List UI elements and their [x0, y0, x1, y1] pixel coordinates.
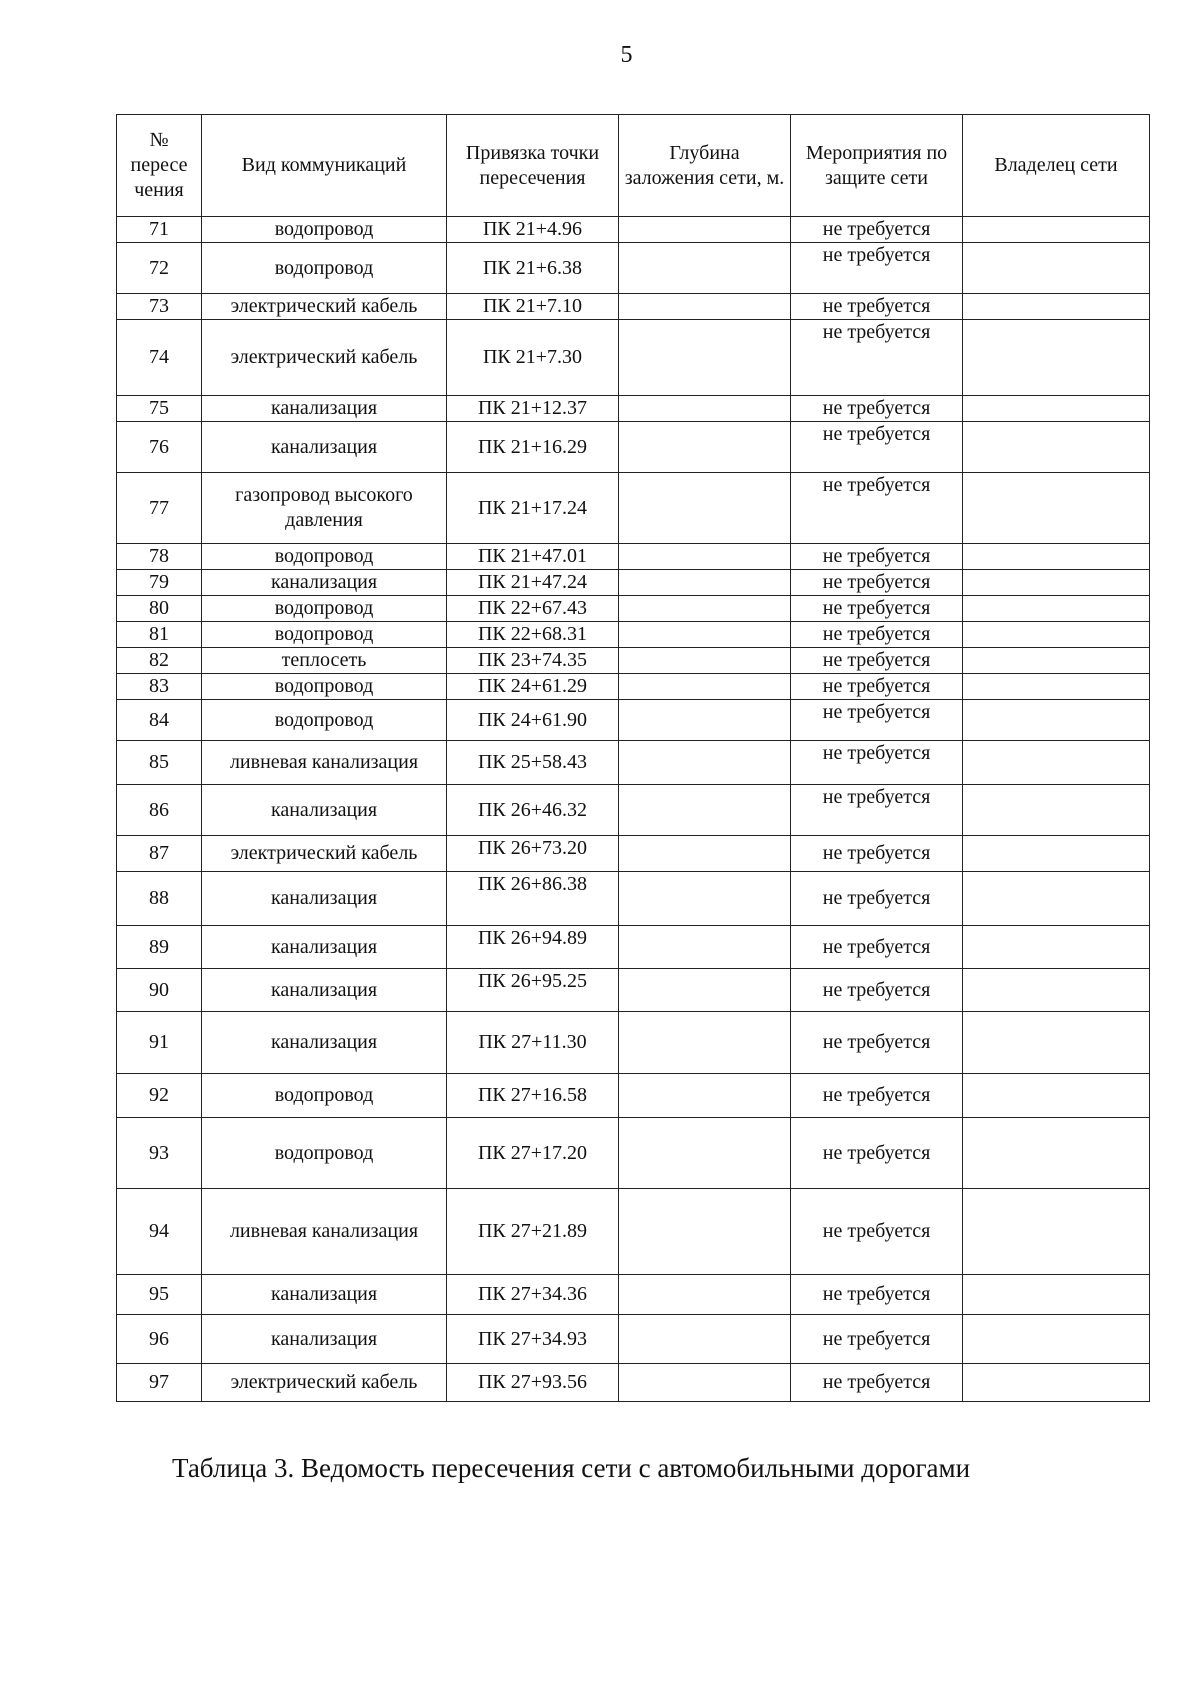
protection-measures-cell: не требуется — [791, 622, 963, 648]
depth-cell — [619, 1275, 791, 1315]
table-row — [117, 969, 1150, 1012]
depth-cell — [619, 544, 791, 570]
page-number: 5 — [620, 42, 633, 68]
network-owner-cell — [963, 396, 1150, 422]
intersection-point-cell: ПК 21+7.30 — [447, 320, 619, 396]
header-intersection-point: Привязка точки пересечения — [447, 115, 619, 217]
table-row — [117, 785, 1150, 836]
protection-measures-cell: не требуется — [791, 217, 963, 243]
row-number-cell: 94 — [117, 1189, 202, 1275]
table-header — [117, 115, 1150, 217]
table-row — [117, 544, 1150, 570]
header-depth: Глубина заложения сети, м. — [619, 115, 791, 217]
table-row — [117, 422, 1150, 473]
network-owner-cell — [963, 700, 1150, 741]
depth-cell — [619, 473, 791, 544]
header-communication-type: Вид коммуникаций — [202, 115, 447, 217]
network-owner-cell — [963, 1275, 1150, 1315]
intersection-point-cell: ПК 22+67.43 — [447, 596, 619, 622]
table-row — [117, 622, 1150, 648]
protection-measures-cell: не требуется — [791, 294, 963, 320]
communication-type-cell: водопровод — [202, 544, 447, 570]
row-number-cell: 79 — [117, 570, 202, 596]
depth-cell — [619, 741, 791, 785]
protection-measures-cell: не требуется — [791, 473, 963, 544]
protection-measures-cell: не требуется — [791, 648, 963, 674]
row-number-cell: 86 — [117, 785, 202, 836]
protection-measures-cell: не требуется — [791, 1118, 963, 1189]
intersection-point-cell: ПК 26+73.20 — [447, 836, 619, 872]
network-owner-cell — [963, 473, 1150, 544]
communication-type-cell: водопровод — [202, 596, 447, 622]
table-header-row — [117, 115, 1150, 217]
table-row — [117, 1189, 1150, 1275]
protection-measures-cell: не требуется — [791, 785, 963, 836]
depth-cell — [619, 700, 791, 741]
row-number-cell: 80 — [117, 596, 202, 622]
table-row — [117, 674, 1150, 700]
depth-cell — [619, 1315, 791, 1364]
table-row — [117, 570, 1150, 596]
row-number-cell: 87 — [117, 836, 202, 872]
network-owner-cell — [963, 836, 1150, 872]
network-owner-cell — [963, 243, 1150, 294]
depth-cell — [619, 294, 791, 320]
protection-measures-cell: не требуется — [791, 570, 963, 596]
communication-type-cell: электрический кабель — [202, 320, 447, 396]
table-row — [117, 1364, 1150, 1402]
row-number-cell: 76 — [117, 422, 202, 473]
communication-type-cell: канализация — [202, 1275, 447, 1315]
intersections-table-container — [116, 114, 1149, 1402]
communication-type-cell: электрический кабель — [202, 836, 447, 872]
intersection-point-cell: ПК 23+74.35 — [447, 648, 619, 674]
communication-type-cell: канализация — [202, 785, 447, 836]
protection-measures-cell: не требуется — [791, 243, 963, 294]
network-owner-cell — [963, 1315, 1150, 1364]
header-network-owner: Владелец сети — [963, 115, 1150, 217]
depth-cell — [619, 622, 791, 648]
table-row — [117, 700, 1150, 741]
protection-measures-cell: не требуется — [791, 872, 963, 926]
depth-cell — [619, 1012, 791, 1074]
table-row — [117, 872, 1150, 926]
protection-measures-cell: не требуется — [791, 836, 963, 872]
row-number-cell: 82 — [117, 648, 202, 674]
communication-type-cell: электрический кабель — [202, 1364, 447, 1402]
protection-measures-cell: не требуется — [791, 596, 963, 622]
communication-type-cell: водопровод — [202, 217, 447, 243]
intersection-point-cell: ПК 21+4.96 — [447, 217, 619, 243]
row-number-cell: 84 — [117, 700, 202, 741]
table-row — [117, 396, 1150, 422]
row-number-cell: 83 — [117, 674, 202, 700]
depth-cell — [619, 570, 791, 596]
protection-measures-cell: не требуется — [791, 320, 963, 396]
communication-type-cell: водопровод — [202, 622, 447, 648]
row-number-cell: 77 — [117, 473, 202, 544]
protection-measures-cell: не требуется — [791, 1315, 963, 1364]
depth-cell — [619, 217, 791, 243]
depth-cell — [619, 836, 791, 872]
depth-cell — [619, 243, 791, 294]
intersections-table — [116, 114, 1150, 1402]
protection-measures-cell: не требуется — [791, 674, 963, 700]
network-owner-cell — [963, 622, 1150, 648]
depth-cell — [619, 785, 791, 836]
table-row — [117, 926, 1150, 969]
intersection-point-cell: ПК 21+12.37 — [447, 396, 619, 422]
table-row — [117, 1275, 1150, 1315]
intersection-point-cell: ПК 26+46.32 — [447, 785, 619, 836]
communication-type-cell: теплосеть — [202, 648, 447, 674]
table-row — [117, 1074, 1150, 1118]
table-body — [117, 217, 1150, 1402]
table-row — [117, 836, 1150, 872]
table-row — [117, 596, 1150, 622]
communication-type-cell: канализация — [202, 396, 447, 422]
header-protection-measures: Мероприятия по защите сети — [791, 115, 963, 217]
row-number-cell: 93 — [117, 1118, 202, 1189]
depth-cell — [619, 1074, 791, 1118]
depth-cell — [619, 422, 791, 473]
communication-type-cell: водопровод — [202, 674, 447, 700]
network-owner-cell — [963, 1364, 1150, 1402]
network-owner-cell — [963, 648, 1150, 674]
depth-cell — [619, 674, 791, 700]
table-row — [117, 473, 1150, 544]
depth-cell — [619, 1189, 791, 1275]
protection-measures-cell: не требуется — [791, 544, 963, 570]
table-row — [117, 243, 1150, 294]
table-row — [117, 1012, 1150, 1074]
communication-type-cell: канализация — [202, 570, 447, 596]
intersection-point-cell: ПК 21+7.10 — [447, 294, 619, 320]
table-row — [117, 648, 1150, 674]
network-owner-cell — [963, 570, 1150, 596]
intersection-point-cell: ПК 24+61.29 — [447, 674, 619, 700]
intersection-point-cell: ПК 21+17.24 — [447, 473, 619, 544]
intersection-point-cell: ПК 27+21.89 — [447, 1189, 619, 1275]
protection-measures-cell: не требуется — [791, 741, 963, 785]
communication-type-cell: канализация — [202, 926, 447, 969]
intersection-point-cell: ПК 26+94.89 — [447, 926, 619, 969]
communication-type-cell: ливневая канализация — [202, 741, 447, 785]
depth-cell — [619, 596, 791, 622]
row-number-cell: 89 — [117, 926, 202, 969]
network-owner-cell — [963, 872, 1150, 926]
depth-cell — [619, 648, 791, 674]
protection-measures-cell: не требуется — [791, 1012, 963, 1074]
communication-type-cell: водопровод — [202, 1118, 447, 1189]
table-row — [117, 217, 1150, 243]
intersection-point-cell: ПК 21+16.29 — [447, 422, 619, 473]
intersection-point-cell: ПК 24+61.90 — [447, 700, 619, 741]
protection-measures-cell: не требуется — [791, 1275, 963, 1315]
row-number-cell: 90 — [117, 969, 202, 1012]
network-owner-cell — [963, 217, 1150, 243]
row-number-cell: 72 — [117, 243, 202, 294]
row-number-cell: 81 — [117, 622, 202, 648]
intersection-point-cell: ПК 21+47.01 — [447, 544, 619, 570]
communication-type-cell: ливневая канализация — [202, 1189, 447, 1275]
table-row — [117, 741, 1150, 785]
communication-type-cell: канализация — [202, 969, 447, 1012]
table-caption: Таблица 3. Ведомость пересечения сети с автомобильными дорогами — [172, 1453, 971, 1483]
intersection-point-cell: ПК 26+86.38 — [447, 872, 619, 926]
protection-measures-cell: не требуется — [791, 926, 963, 969]
header-number: № пересе чения — [117, 115, 202, 217]
intersection-point-cell: ПК 27+93.56 — [447, 1364, 619, 1402]
intersection-point-cell: ПК 22+68.31 — [447, 622, 619, 648]
network-owner-cell — [963, 596, 1150, 622]
depth-cell — [619, 872, 791, 926]
communication-type-cell: канализация — [202, 872, 447, 926]
row-number-cell: 92 — [117, 1074, 202, 1118]
network-owner-cell — [963, 544, 1150, 570]
network-owner-cell — [963, 785, 1150, 836]
network-owner-cell — [963, 926, 1150, 969]
intersection-point-cell: ПК 21+6.38 — [447, 243, 619, 294]
communication-type-cell: водопровод — [202, 1074, 447, 1118]
depth-cell — [619, 926, 791, 969]
network-owner-cell — [963, 1074, 1150, 1118]
row-number-cell: 97 — [117, 1364, 202, 1402]
depth-cell — [619, 1364, 791, 1402]
protection-measures-cell: не требуется — [791, 396, 963, 422]
depth-cell — [619, 396, 791, 422]
network-owner-cell — [963, 1012, 1150, 1074]
network-owner-cell — [963, 320, 1150, 396]
table-row — [117, 1118, 1150, 1189]
intersection-point-cell: ПК 21+47.24 — [447, 570, 619, 596]
row-number-cell: 88 — [117, 872, 202, 926]
row-number-cell: 74 — [117, 320, 202, 396]
intersection-point-cell: ПК 27+11.30 — [447, 1012, 619, 1074]
protection-measures-cell: не требуется — [791, 700, 963, 741]
network-owner-cell — [963, 741, 1150, 785]
communication-type-cell: газопровод высокого давления — [202, 473, 447, 544]
depth-cell — [619, 969, 791, 1012]
intersection-point-cell: ПК 27+34.93 — [447, 1315, 619, 1364]
network-owner-cell — [963, 294, 1150, 320]
communication-type-cell: водопровод — [202, 243, 447, 294]
table-row — [117, 320, 1150, 396]
depth-cell — [619, 1118, 791, 1189]
protection-measures-cell: не требуется — [791, 1364, 963, 1402]
network-owner-cell — [963, 969, 1150, 1012]
row-number-cell: 95 — [117, 1275, 202, 1315]
network-owner-cell — [963, 674, 1150, 700]
network-owner-cell — [963, 422, 1150, 473]
table-row — [117, 1315, 1150, 1364]
row-number-cell: 71 — [117, 217, 202, 243]
row-number-cell: 91 — [117, 1012, 202, 1074]
communication-type-cell: канализация — [202, 1315, 447, 1364]
communication-type-cell: электрический кабель — [202, 294, 447, 320]
intersection-point-cell: ПК 27+16.58 — [447, 1074, 619, 1118]
row-number-cell: 73 — [117, 294, 202, 320]
intersection-point-cell: ПК 27+17.20 — [447, 1118, 619, 1189]
network-owner-cell — [963, 1118, 1150, 1189]
intersection-point-cell: ПК 26+95.25 — [447, 969, 619, 1012]
intersection-point-cell: ПК 27+34.36 — [447, 1275, 619, 1315]
row-number-cell: 96 — [117, 1315, 202, 1364]
communication-type-cell: водопровод — [202, 700, 447, 741]
depth-cell — [619, 320, 791, 396]
row-number-cell: 78 — [117, 544, 202, 570]
row-number-cell: 75 — [117, 396, 202, 422]
protection-measures-cell: не требуется — [791, 969, 963, 1012]
communication-type-cell: канализация — [202, 422, 447, 473]
protection-measures-cell: не требуется — [791, 422, 963, 473]
protection-measures-cell: не требуется — [791, 1074, 963, 1118]
intersection-point-cell: ПК 25+58.43 — [447, 741, 619, 785]
protection-measures-cell: не требуется — [791, 1189, 963, 1275]
communication-type-cell: канализация — [202, 1012, 447, 1074]
table-row — [117, 294, 1150, 320]
network-owner-cell — [963, 1189, 1150, 1275]
row-number-cell: 85 — [117, 741, 202, 785]
